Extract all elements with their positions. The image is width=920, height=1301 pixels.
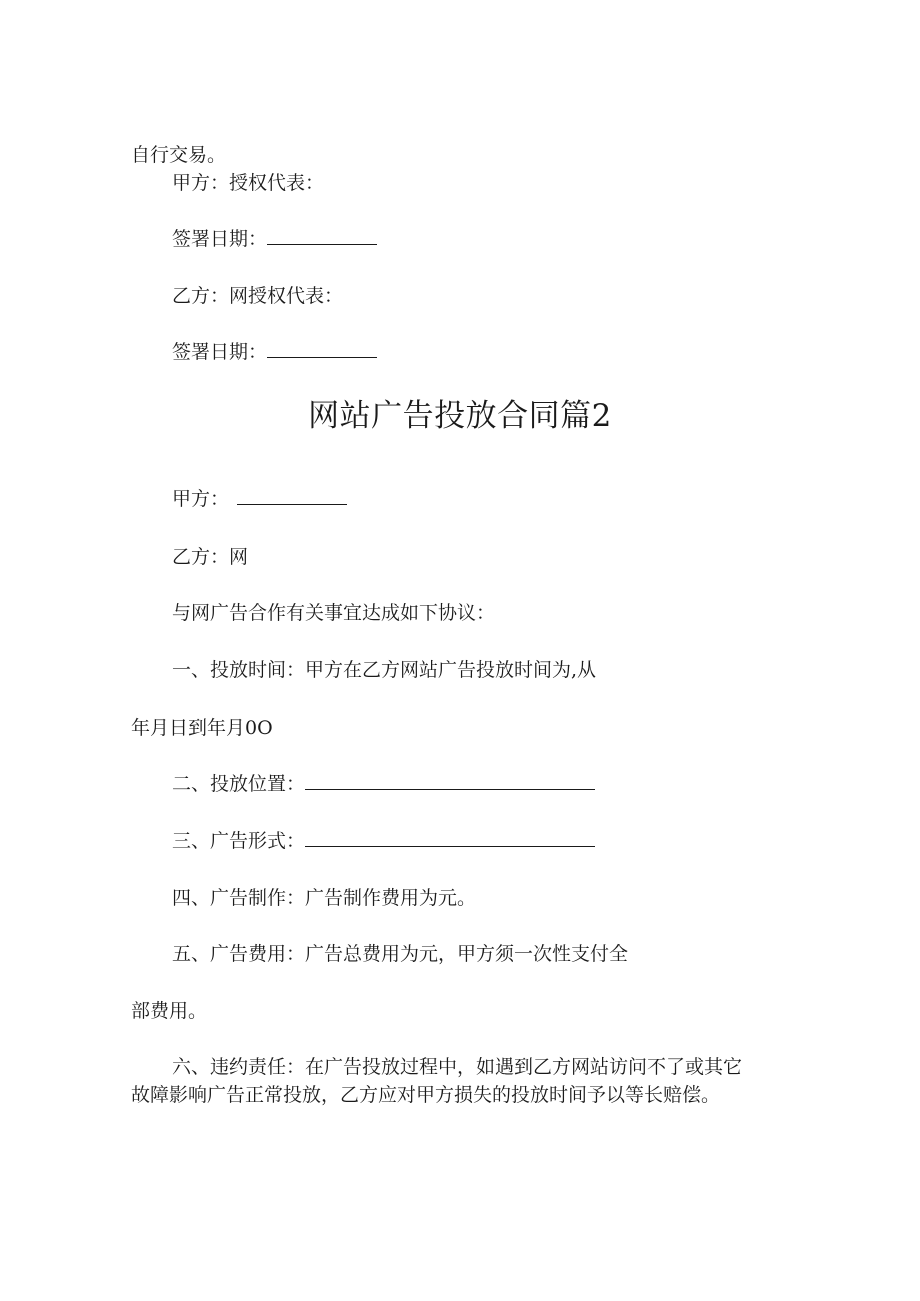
sign-date-label: 签署日期：	[172, 228, 268, 250]
sign-date-row-1	[172, 227, 377, 251]
party-a-blank	[237, 488, 347, 505]
clause-1-line-2: 年月日到年月0O	[131, 717, 273, 739]
party-a-row	[172, 487, 347, 511]
sign-date-row-2	[172, 340, 377, 364]
party-b-signature-label: 乙方：网授权代表：	[172, 285, 344, 307]
clause-6-line-2: 故障影响广告正常投放，乙方应对甲方损失的投放时间予以等长赔偿。	[131, 1084, 721, 1106]
contract-title: 网站广告投放合同篇2	[308, 398, 612, 434]
sign-date-blank	[267, 228, 377, 245]
clause-3-label: 三、广告形式：	[172, 830, 306, 852]
intro-paragraph: 与网广告合作有关事宜达成如下协议：	[172, 602, 496, 624]
party-b-row: 乙方：网	[172, 546, 249, 568]
sign-date-label: 签署日期：	[172, 341, 268, 363]
party-a-label: 甲方：	[172, 488, 230, 510]
clause-4: 四、广告制作：广告制作费用为元。	[172, 887, 477, 909]
text-line-trading: 自行交易。	[131, 144, 227, 166]
clause-3-row	[172, 829, 595, 853]
clause-5-line-2: 部费用。	[131, 1000, 208, 1022]
clause-1-line-1: 一、投放时间：甲方在乙方网站广告投放时间为,从	[172, 659, 597, 681]
sign-date-blank	[267, 341, 377, 358]
party-a-signature-label: 甲方：授权代表：	[172, 172, 325, 194]
clause-2-blank	[305, 773, 595, 790]
clause-3-blank	[305, 830, 595, 847]
clause-2-label: 二、投放位置：	[172, 773, 306, 795]
clause-5-line-1: 五、广告费用：广告总费用为元，甲方须一次性支付全	[172, 943, 629, 965]
clause-6-line-1: 六、违约责任：在广告投放过程中，如遇到乙方网站访问不了或其它	[172, 1056, 743, 1078]
clause-2-row	[172, 772, 595, 796]
